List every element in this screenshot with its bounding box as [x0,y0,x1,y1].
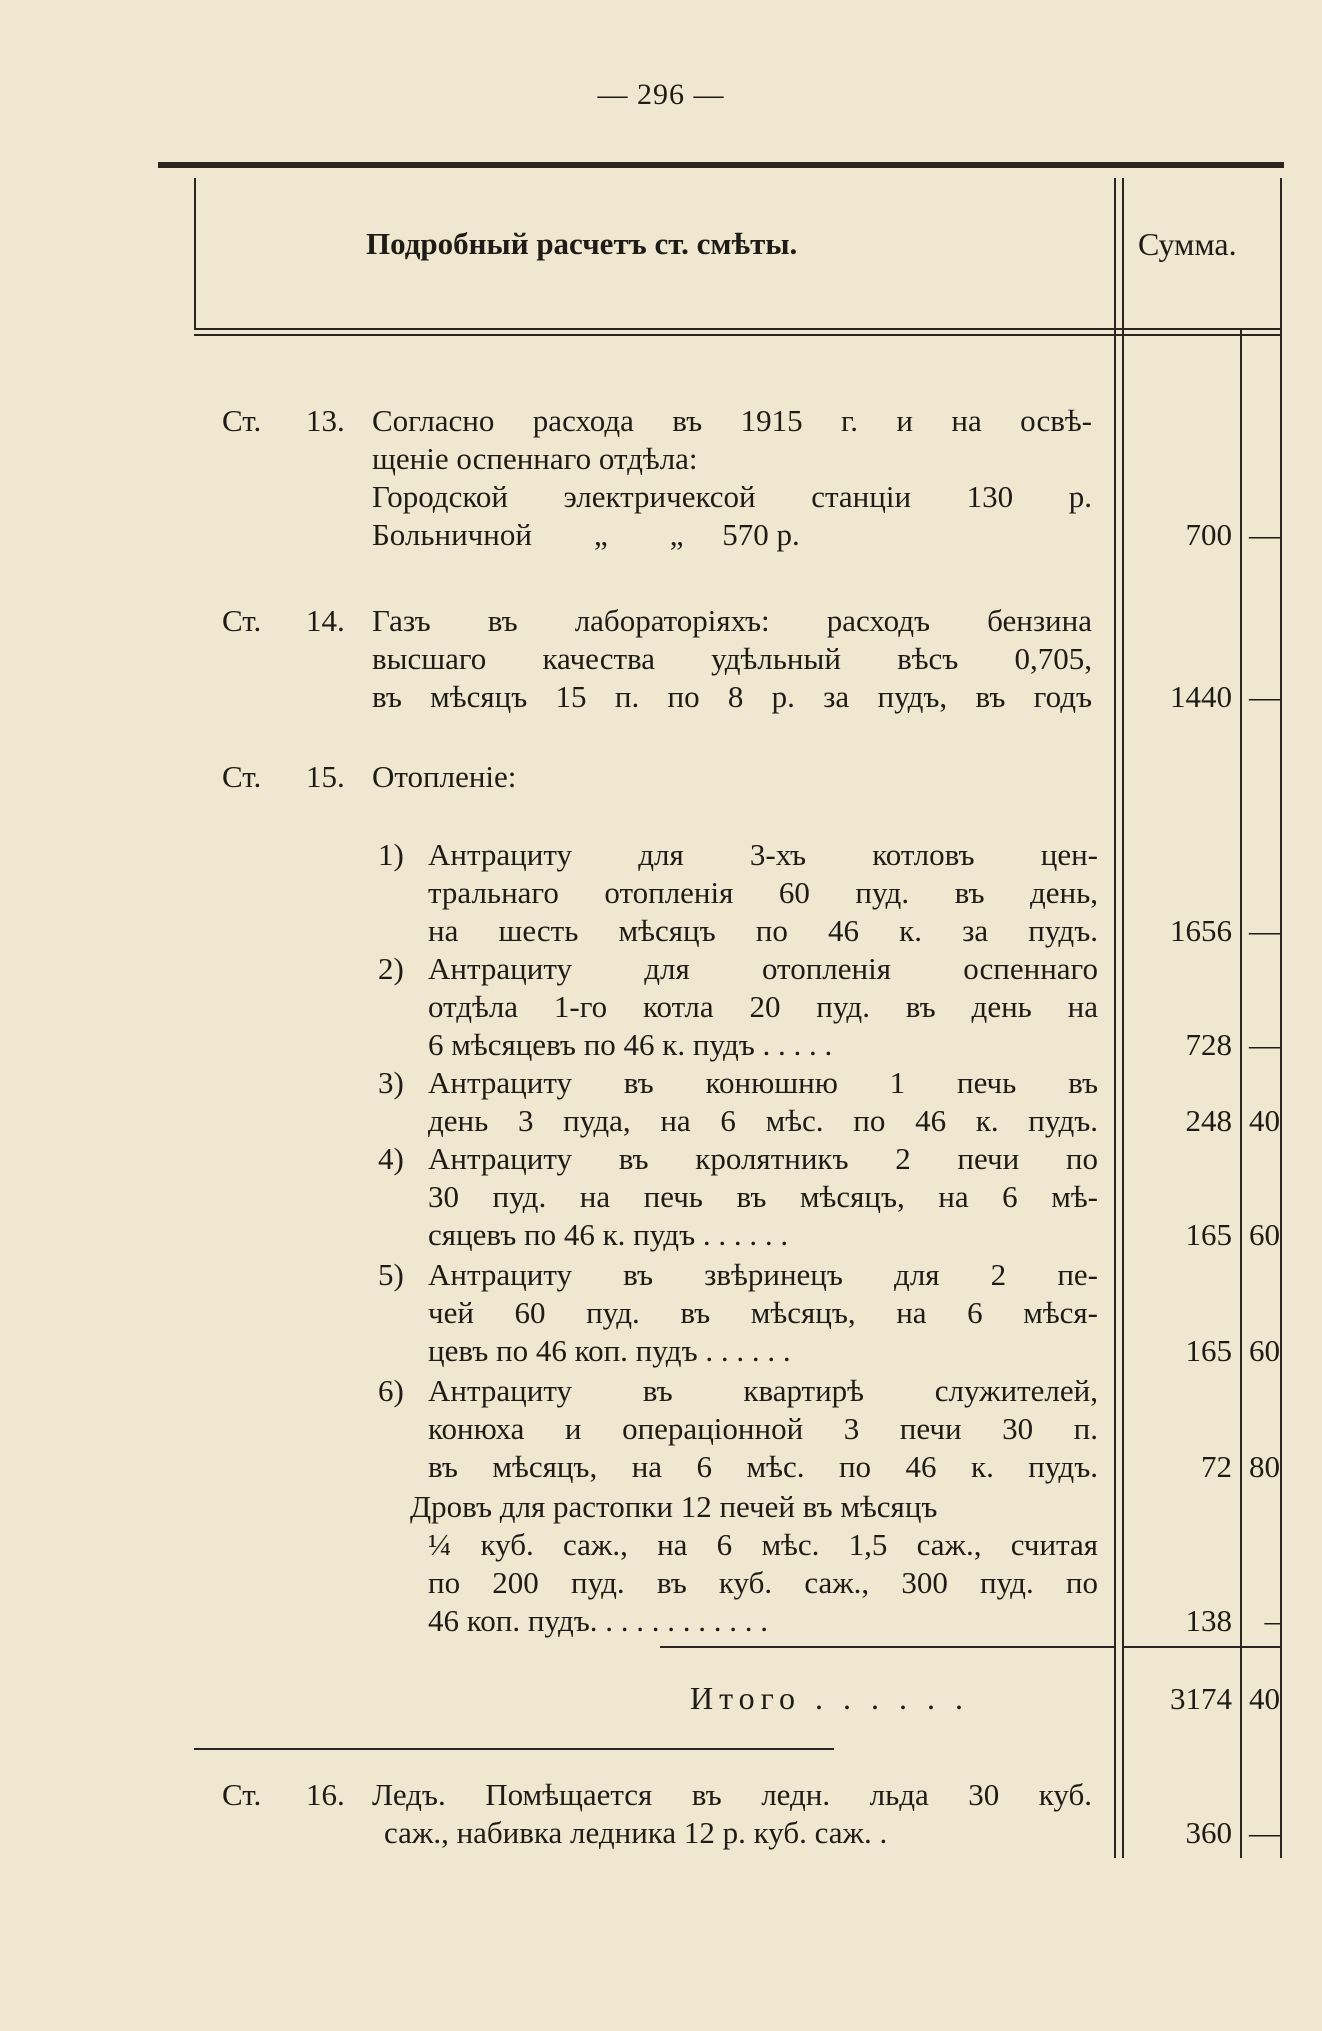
amount-rubles: 248 [1185,1103,1232,1138]
section-text-line: саж., набивка ледника 12 р. куб. саж. . [384,1815,888,1850]
amount-kopeks: — [1249,517,1280,552]
total-kopeks: 40 [1249,1681,1280,1716]
section-number: 15. [306,759,345,794]
item-number: 5) [378,1257,404,1292]
item-text-line: тральнаго отопленія 60 пуд. въ день, [428,875,1098,910]
amount-kopeks: 60 [1249,1217,1280,1252]
section-text-line: Согласно расхода въ 1915 г. и на освѣ- [372,403,1092,438]
amount-kopeks: — [1249,913,1280,948]
page-number: — 296 — [597,78,725,111]
left-border-rule [194,178,196,330]
amount-rubles: 1440 [1170,679,1232,714]
total-rubles: 3174 [1170,1681,1232,1716]
item-text-line: 30 пуд. на печь въ мѣсяцъ, на 6 мѣ- [428,1179,1098,1214]
section-text-line: Отопленіе: [372,759,517,794]
total-rule [194,1748,834,1750]
section-number: 13. [306,403,345,438]
item-text-line: въ мѣсяцъ, на 6 мѣс. по 46 к. пудъ. [428,1449,1098,1484]
section-number: 14. [306,603,345,638]
item-text-line: день 3 пуда, на 6 мѣс. по 46 к. пудъ. [428,1103,1098,1138]
item-number: 4) [378,1141,404,1176]
item-text-line: Антрациту въ конюшню 1 печь въ [428,1065,1098,1100]
section-text-line: Газъ въ лабораторіяхъ: расходъ бензина [372,603,1092,638]
section-st-label: Ст. [222,603,262,638]
amount-rubles: 165 [1185,1217,1232,1252]
subtotal-rule [660,1646,1114,1648]
section-text-line: Городской электричексой станціи 130 р. [372,479,1092,514]
amount-kopeks: — [1249,679,1280,714]
item-text-line: Антрациту въ звѣринецъ для 2 пе- [428,1257,1098,1292]
item-text-line: чей 60 пуд. въ мѣсяцъ, на 6 мѣся- [428,1295,1098,1330]
subtotal-rule-sum [1122,1646,1282,1648]
item-text-line: Антрациту для отопленія оспеннаго [428,951,1098,986]
item-number: 3) [378,1065,404,1100]
amount-rubles: 1656 [1170,913,1232,948]
item-number: 1) [378,837,404,872]
item-text-line: сяцевъ по 46 к. пудъ . . . . . . [428,1217,789,1252]
item-text-line: Дровъ для растопки 12 печей въ мѣсяцъ [410,1489,938,1524]
item-text-line: 46 коп. пудъ. . . . . . . . . . . . [428,1603,769,1638]
top-rule [158,162,1284,168]
item-text-line: цевъ по 46 коп. пудъ . . . . . . [428,1333,791,1368]
section-text-line: высшаго качества удѣльный вѣсъ 0,705, [372,641,1092,676]
amount-rubles: 728 [1185,1027,1232,1062]
amount-kopeks: 40 [1249,1103,1280,1138]
amount-kopeks: – [1264,1603,1280,1638]
amount-kopeks: — [1249,1815,1280,1850]
item-text-line: Антрациту въ кролятникъ 2 печи по [428,1141,1098,1176]
item-text-line: Антрациту въ квартирѣ служителей, [428,1373,1098,1408]
column-rule-sum-left-2 [1122,178,1124,1858]
amount-rubles: 360 [1185,1815,1232,1850]
item-text-line: 6 мѣсяцевъ по 46 к. пудъ . . . . . [428,1027,833,1062]
header-rule-2 [194,334,1282,336]
header-rule [194,328,1282,330]
total-label: Итого . . . . . . [690,1680,969,1716]
column-rule-sum-left [1114,178,1116,1858]
amount-kopeks: 60 [1249,1333,1280,1368]
item-text-line: ¼ куб. саж., на 6 мѣс. 1,5 саж., считая [428,1527,1098,1562]
section-text-line: щеніе оспеннаго отдѣла: [372,441,698,476]
amount-rubles: 165 [1185,1333,1232,1368]
item-text-line: отдѣла 1-го котла 20 пуд. въ день на [428,989,1098,1024]
amount-kopeks: — [1249,1027,1280,1062]
right-border-rule [1280,178,1282,1858]
item-text-line: по 200 пуд. въ куб. саж., 300 пуд. по [428,1565,1098,1600]
column-rule-kopek [1240,330,1242,1858]
item-text-line: на шесть мѣсяцъ по 46 к. за пудъ. [428,913,1098,948]
amount-kopeks: 80 [1249,1449,1280,1484]
item-number: 6) [378,1373,404,1408]
amount-rubles: 72 [1201,1449,1232,1484]
section-text-line: Ледъ. Помѣщается въ ледн. льда 30 куб. [372,1777,1092,1812]
section-st-label: Ст. [222,1777,262,1812]
section-st-label: Ст. [222,403,262,438]
item-number: 2) [378,951,404,986]
amount-rubles: 700 [1185,517,1232,552]
amount-rubles: 138 [1185,1603,1232,1638]
header-title: Подробный расчетъ ст. смѣты. [366,226,798,261]
section-text-line: въ мѣсяцъ 15 п. по 8 р. за пудъ, въ годъ [372,679,1092,714]
section-st-label: Ст. [222,759,262,794]
section-text-line: Больничной „ „ 570 р. [372,517,800,552]
header-sum: Сумма. [1138,226,1237,262]
item-text-line: конюха и операціонной 3 печи 30 п. [428,1411,1098,1446]
item-text-line: Антрациту для 3-хъ котловъ цен- [428,837,1098,872]
section-number: 16. [306,1777,345,1812]
